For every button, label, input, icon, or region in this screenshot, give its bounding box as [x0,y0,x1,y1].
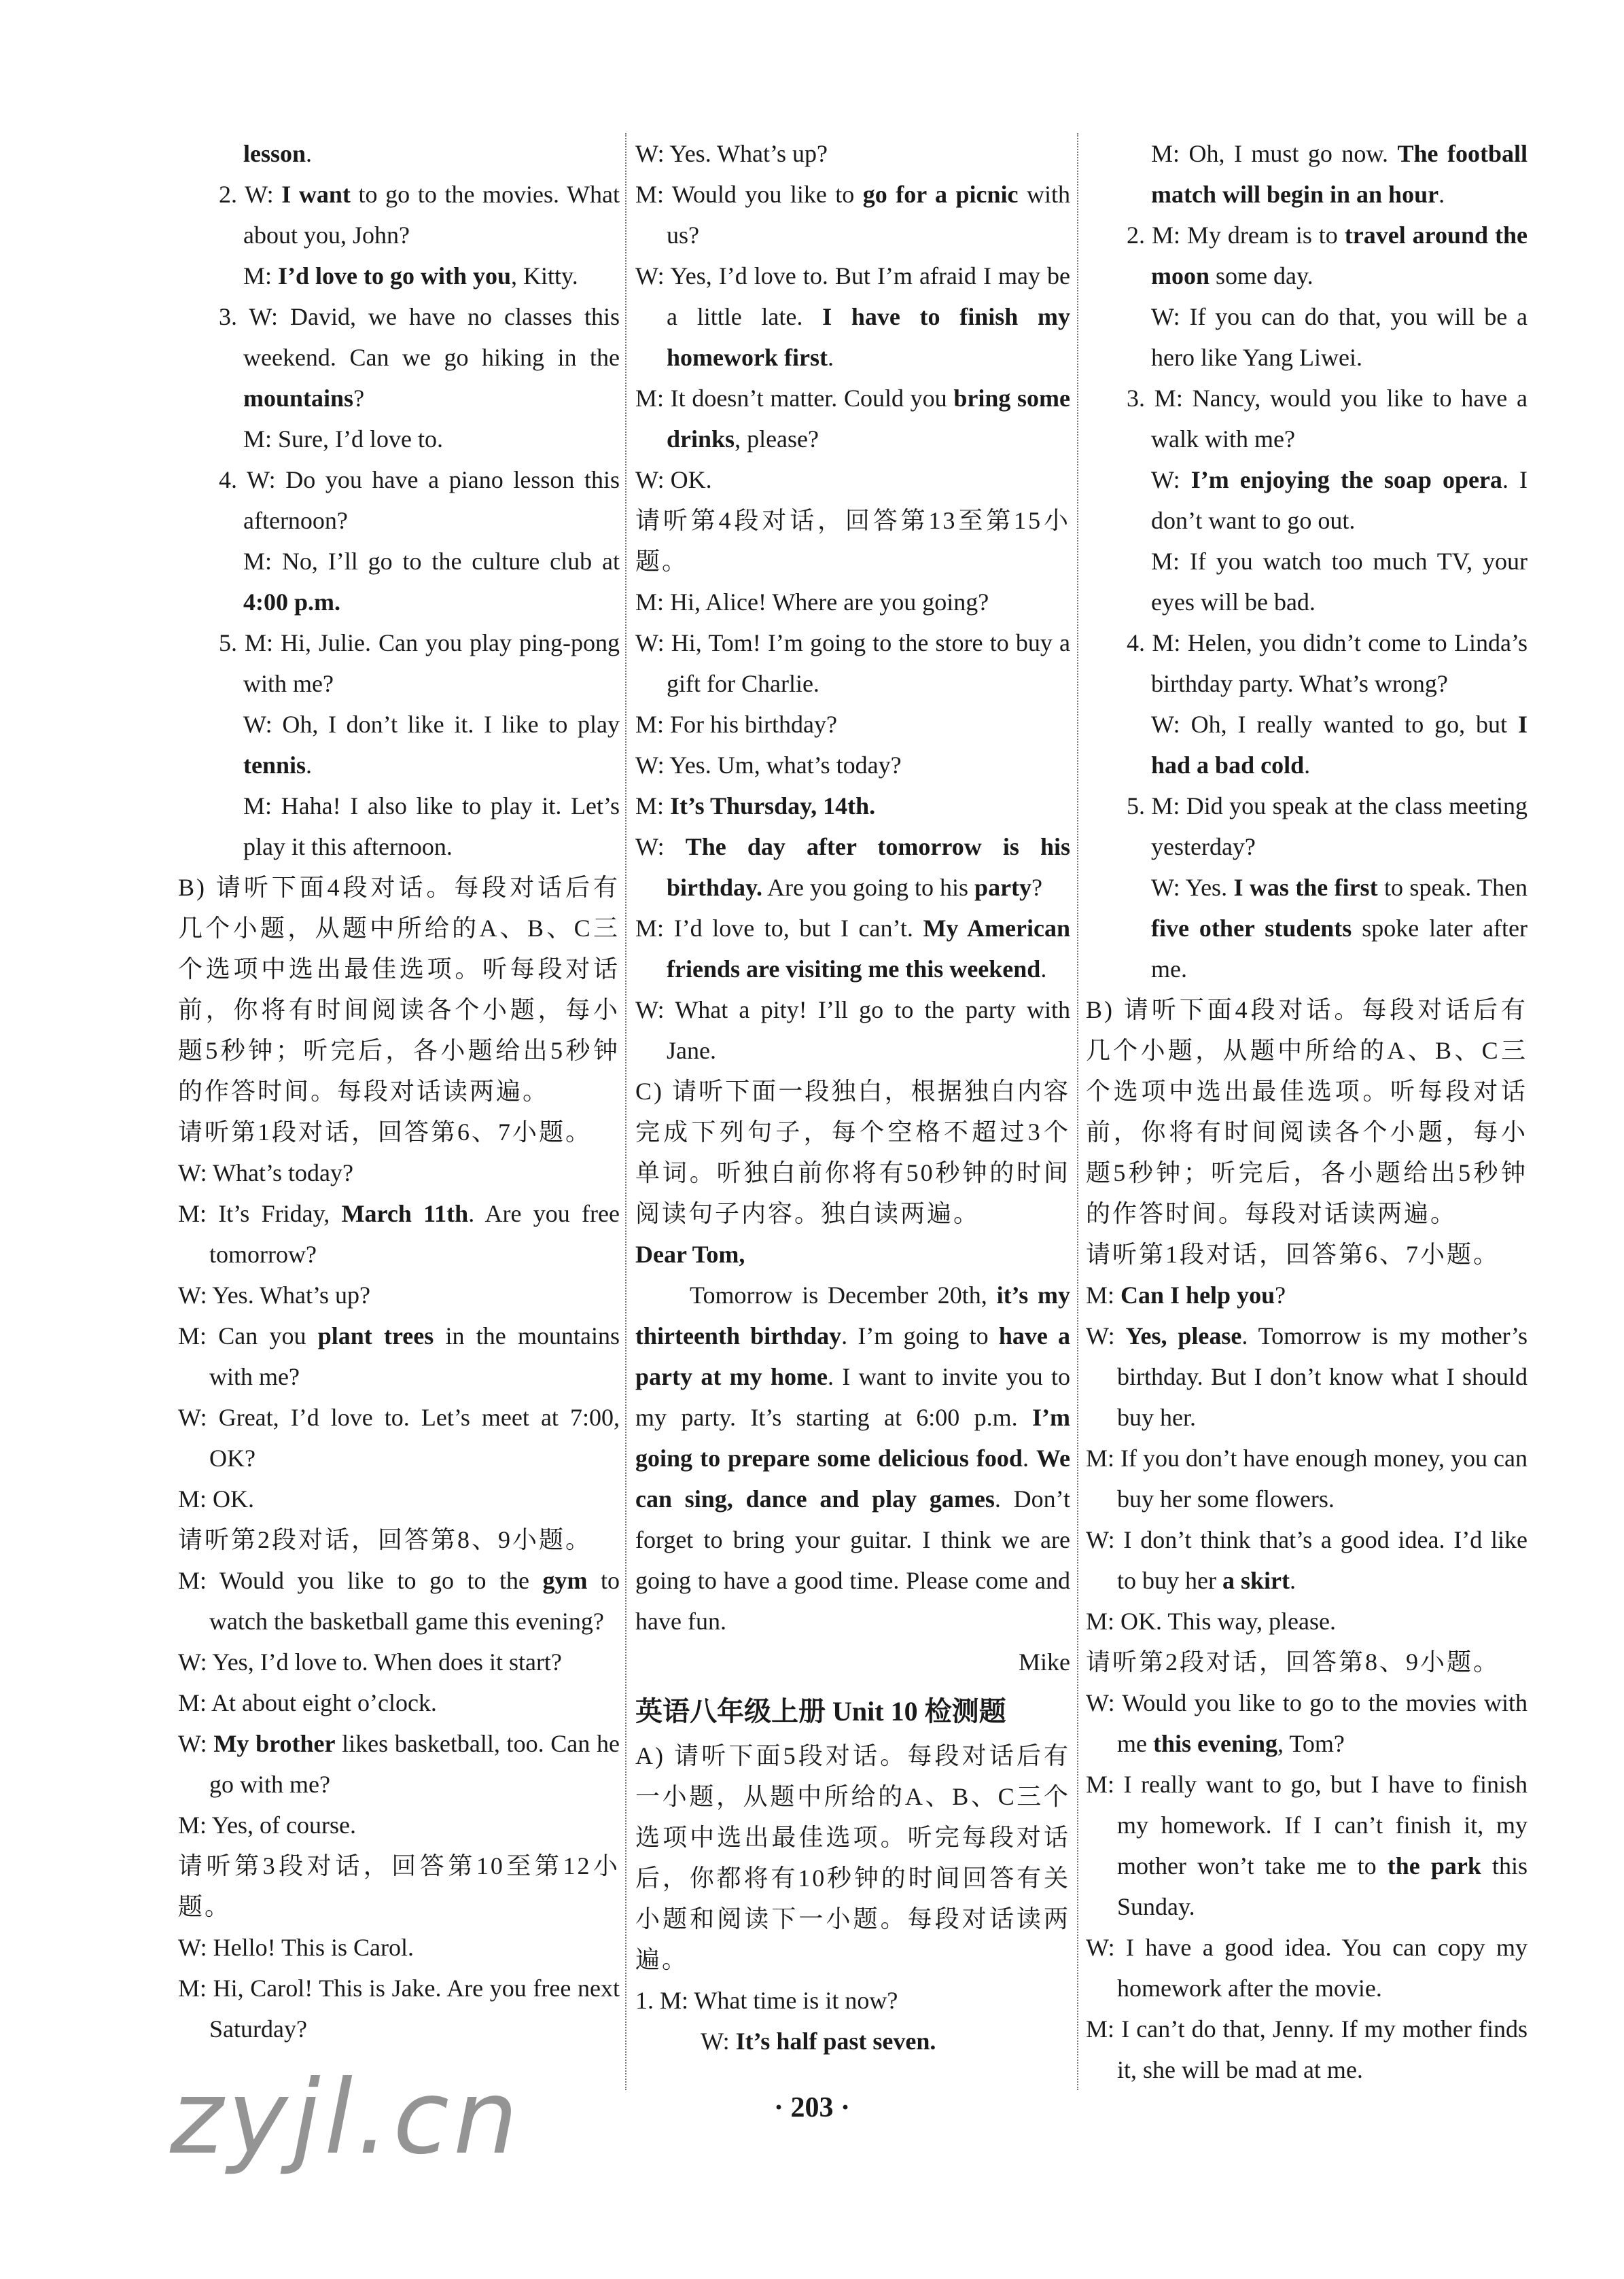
text-line: W: I have a good idea. You can copy my homework after the movie. [1086,1934,1528,2002]
text-line: W: Yes. Um, what’s today? [635,752,902,779]
text-line: W: What’s today? [178,1159,353,1186]
text-line: lesson. [243,140,313,167]
text-line: B) 请听下面4段对话。每段对话后有几个小题，从题中所给的A、B、C三个选项中选出最佳选项。听每段对话前，你将有时间阅读各个小题，每小题5秒钟；听完后，各小题给出5秒钟的作答时间。每段对话读两遍。 [1086,996,1528,1227]
text-line: 5. M: Hi, Julie. Can you play ping-pong with me? [219,629,620,697]
text-line: M: I’d love to go with you, Kitty. [243,262,578,289]
column-right [1086,133,1528,2090]
text-line: 3. W: David, we have no classes this weekend. Can we go hiking in the mountains? [219,303,620,412]
text-line: M: Would you like to go to the gym to watch the basketball game this evening? [178,1567,620,1635]
text-line: M: For his birthday? [635,711,837,738]
text-line: W: If you can do that, you will be a hero like Yang Liwei. [1151,303,1528,371]
text-line: W: Oh, I really wanted to go, but I had a bad cold. [1151,711,1528,779]
text-line: M: No, I’ll go to the culture club at 4:00 p.m. [243,548,620,616]
text-line: 4. M: Helen, you didn’t come to Linda’s birthday party. What’s wrong? [1127,629,1528,697]
text-line: M: It’s Friday, March 11th. Are you free tomorrow? [178,1200,620,1268]
watermark: zyjl.cn [170,2059,523,2177]
text-line: C) 请听下面一段独白，根据独白内容完成下列句子，每个空格不超过3个单词。听独白前你将有50秒钟的时间阅读句子内容。独白读两遍。 [635,1078,1070,1227]
text-line: M: I really want to go, but I have to finish my homework. If I can’t finish it, my mother won’t take me to the park this Sunday. [1086,1771,1528,1920]
text-line: W: Oh, I don’t like it. I like to play tennis. [243,711,620,779]
text-line: A) 请听下面5段对话。每段对话后有一小题，从题中所给的A、B、C三个选项中选出最佳选项。听完每段对话后，你都将有10秒钟的时间回答有关小题和阅读下一小题。每段对话读两遍。 [635,1742,1070,1973]
text-line: M: It’s Thursday, 14th. [635,792,876,819]
text-line: W: Yes. What’s up? [178,1282,370,1309]
text-line: W: Would you like to go to the movies with me this evening, Tom? [1086,1689,1528,1757]
text-line: M: OK. [178,1485,255,1513]
text-line: W: Hi, Tom! I’m going to the store to buy a gift for Charlie. [635,629,1070,697]
text-line: 请听第3段对话，回答第10至第12小题。 [178,1852,620,1920]
text-line: M: Yes, of course. [178,1812,357,1839]
text-line: M: Haha! I also like to play it. Let’s play it this afternoon. [243,792,620,860]
text-line: 请听第1段对话，回答第6、7小题。 [178,1118,593,1146]
section-heading: 英语八年级上册 Unit 10 检测题 [635,1696,1006,1727]
text-line: 请听第4段对话，回答第13至第15小题。 [635,507,1070,575]
text-line: W: Yes. What’s up? [635,140,828,167]
text-line: Dear Tom, [635,1241,745,1268]
text-line: W: I don’t think that’s a good idea. I’d like to buy her a skirt. [1086,1526,1528,1594]
text-line: 请听第2段对话，回答第8、9小题。 [178,1526,593,1553]
text-line: W: Hello! This is Carol. [178,1934,414,1961]
text-line: M: If you don’t have enough money, you can buy her some flowers. [1086,1445,1528,1513]
text-line: 5. M: Did you speak at the class meeting yesterday? [1127,792,1528,860]
text-line: M: I’d love to, but I can’t. My American friends are visiting me this weekend. [635,915,1071,983]
text-line: W: Great, I’d love to. Let’s meet at 7:00, OK? [178,1404,620,1472]
text-line: W: I’m enjoying the soap opera. I don’t want to go out. [1151,466,1528,534]
text-line: M: It doesn’t matter. Could you bring some drinks, please? [635,385,1070,453]
text-line: 3. M: Nancy, would you like to have a walk with me? [1127,385,1528,453]
text-line: M: Sure, I’d love to. [243,425,443,453]
text-line: M: If you watch too much TV, your eyes will be bad. [1151,548,1528,616]
text-line: 4. W: Do you have a piano lesson this afternoon? [219,466,620,534]
text-line: M: Would you like to go for a picnic with us? [635,181,1070,249]
text-line: M: Hi, Carol! This is Jake. Are you free next Saturday? [178,1975,620,2043]
text-line: M: Oh, I must go now. The football match will begin in an hour. [1151,140,1528,208]
text-line: 2. W: I want to go to the movies. What about you, John? [219,181,620,249]
text-line: W: Yes, please. Tomorrow is my mother’s birthday. But I don’t know what I should buy her. [1086,1322,1528,1431]
column-divider [1077,133,1078,2090]
column-divider [625,133,626,2090]
text-line: M: Can you plant trees in the mountains with me? [178,1322,620,1390]
text-line: B) 请听下面4段对话。每段对话后有几个小题，从题中所给的A、B、C三个选项中选出最佳选项。听每段对话前，你将有时间阅读各个小题，每小题5秒钟；听完后，各小题给出5秒钟的作答时间。每段对话读两遍。 [178,874,620,1105]
text-line: W: Yes. I was the first to speak. Then five other students spoke later after me. [1151,874,1528,983]
text-line: W: What a pity! I’ll go to the party with Jane. [635,996,1070,1064]
text-line: 请听第1段对话，回答第6、7小题。 [1086,1241,1500,1268]
text-line: M: OK. This way, please. [1086,1608,1336,1635]
text-line: W: My brother likes basketball, too. Can he go with me? [178,1730,620,1798]
column-left [178,133,620,2049]
text-line: W: OK. [635,466,712,493]
text-line: 2. M: My dream is to travel around the moon some day. [1127,222,1528,289]
text-line: W: Yes, I’d love to. But I’m afraid I may be a little late. I have to finish my homework first. [635,262,1070,371]
text-line: M: I can’t do that, Jenny. If my mother finds it, she will be mad at me. [1086,2015,1528,2083]
text-line: W: The day after tomorrow is his birthday. Are you going to his party? [635,833,1070,901]
text-line: M: Hi, Alice! Where are you going? [635,588,989,616]
page-number: · 203 · [773,2092,850,2123]
text-line: Mike [1019,1648,1070,1676]
column-middle [635,133,1070,2062]
text-line: W: It’s half past seven. [701,2028,936,2055]
text-line: M: Can I help you? [1086,1282,1286,1309]
text-line: 1. M: What time is it now? [635,1987,898,2014]
text-line: Tomorrow is December 20th, it’s my thirteenth birthday. I’m going to have a party at my home. I want to invite you to my party. It’s starting at 6:00 p.m. I’m going to prepare some delicious food. We can sing, dance and play games. Don’t forget to bring your guitar. I think we are going to have a good time. Please come and have fun. [635,1282,1071,1635]
text-line: M: At about eight o’clock. [178,1689,437,1716]
text-line: W: Yes, I’d love to. When does it start? [178,1648,562,1676]
text-line: 请听第2段对话，回答第8、9小题。 [1086,1648,1500,1676]
